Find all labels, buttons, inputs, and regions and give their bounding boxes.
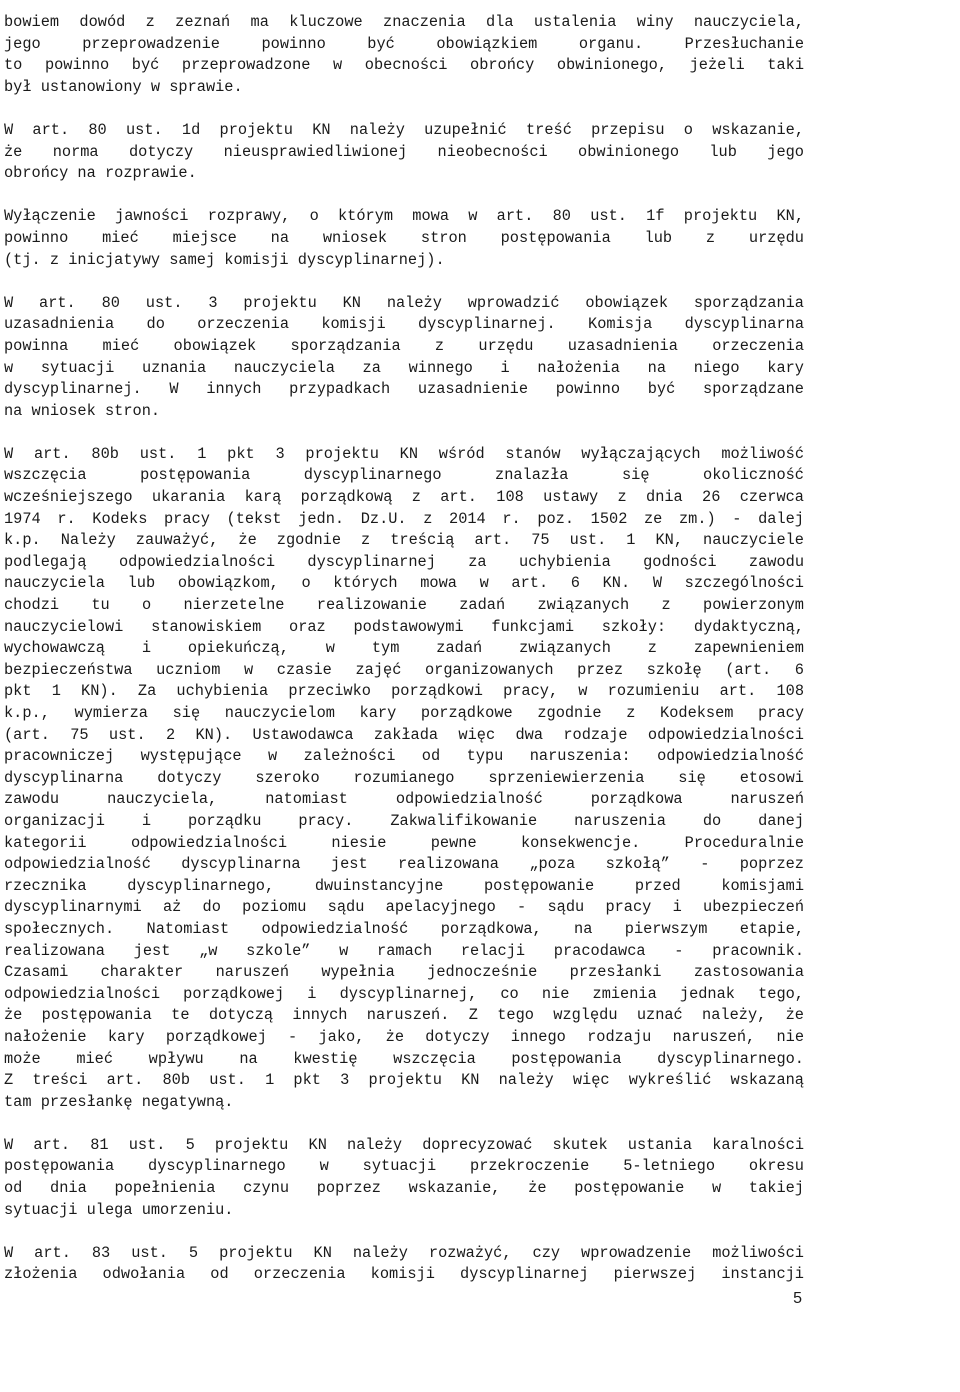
text-line: wcześniejszego ukarania karą porządkową z art. 108 ustawy z dnia 26 czerwca <box>4 488 804 507</box>
text-line: chodzi tu o nierzetelne realizowanie zadań związanych z powierzonym <box>4 596 804 615</box>
text-line: to powinno być przeprowadzone w obecności obrońcy obwinionego, jeżeli taki <box>4 56 804 75</box>
paragraph-7 <box>4 1243 804 1286</box>
text-line: wszczęcia postępowania dyscyplinarnego znalazła się okoliczność <box>4 466 804 485</box>
text-line: bezpieczeństwa uczniom w czasie zajęć organizowanych przez szkołę (art. 6 <box>4 660 804 679</box>
text-line: uzasadnienia do orzeczenia komisji dyscyplinarnej. Komisja dyscyplinarna <box>4 315 804 334</box>
text-line: był ustanowiony w sprawie. <box>4 77 243 96</box>
text-line: podlegają odpowiedzialności dyscyplinarnej za uchybienia godności zawodu <box>4 552 804 571</box>
paragraph-6 <box>4 1135 804 1221</box>
page-number: 5 <box>793 1290 802 1307</box>
text-line: pracowniczej występujące w zależności od typu naruszenia: odpowiedzialność <box>4 747 804 766</box>
text-line: od dnia popełnienia czynu poprzez wskazanie, że postępowanie w takiej <box>4 1179 804 1198</box>
paragraph-3 <box>4 206 804 271</box>
text-line: k.p. Należy zauważyć, że zgodnie z treścią art. 75 ust. 1 KN, nauczyciele <box>4 531 804 550</box>
text-line: wychowawczą i opiekuńczą, w tym zadań związanych z zapewnieniem <box>4 639 804 658</box>
paragraph-1 <box>4 12 804 98</box>
text-line: organizacji i porządku pracy. Zakwalifikowanie naruszenia do danej <box>4 811 804 830</box>
text-line: sytuacji ulega umorzeniu. <box>4 1200 234 1219</box>
text-line: na wniosek stron. <box>4 401 161 420</box>
text-line: nałożenie kary porządkowej - jako, że dotyczy innego rodzaju naruszeń, nie <box>4 1027 804 1046</box>
text-line: że norma dotyczy nieusprawiedliwionej nieobecności obwinionego lub jego <box>4 142 804 161</box>
text-line: kategorii odpowiedzialności niesie pewne konsekwencje. Proceduralnie <box>4 833 804 852</box>
paragraph-4 <box>4 293 804 423</box>
text-line: postępowania dyscyplinarnego w sytuacji przekroczenie 5-letniego okresu <box>4 1157 804 1176</box>
text-line: zawodu nauczyciela, natomiast odpowiedzialność porządkowa naruszeń <box>4 790 804 809</box>
text-line: (tj. z inicjatywy samej komisji dyscyplinarnej). <box>4 250 445 269</box>
text-line: dyscyplinarnymi aż do poziomu sądu apelacyjnego - sądu pracy i ubezpieczeń <box>4 898 804 917</box>
text-line: W art. 81 ust. 5 projektu KN należy doprecyzować skutek ustania karalności <box>4 1135 804 1154</box>
text-line: Czasami charakter naruszeń wypełnia jednocześnie przesłanki zastosowania <box>4 963 804 982</box>
paragraph-5 <box>4 444 804 1113</box>
text-line: rzecznika dyscyplinarnego, dwuinstancyjne postępowanie przed komisjami <box>4 876 804 895</box>
text-line: powinna mieć obowiązek sporządzania z urzędu uzasadnienia orzeczenia <box>4 336 804 355</box>
text-line: złożenia odwołania od orzeczenia komisji dyscyplinarnej pierwszej instancji <box>4 1265 804 1284</box>
text-line: W art. 80 ust. 1d projektu KN należy uzupełnić treść przepisu o wskazanie, <box>4 120 804 139</box>
text-line: Z treści art. 80b ust. 1 pkt 3 projektu KN należy więc wykreślić wskazaną <box>4 1071 804 1090</box>
text-line: pkt 1 KN). Za uchybienia przeciwko porządkowi pracy, w rozumieniu art. 108 <box>4 682 804 701</box>
text-line: 1974 r. Kodeks pracy (tekst jedn. Dz.U. z 2014 r. poz. 1502 ze zm.) - dalej <box>4 509 804 528</box>
text-line: bowiem dowód z zeznań ma kluczowe znaczenia dla ustalenia winy nauczyciela, <box>4 13 804 31</box>
text-line: obrońcy na rozprawie. <box>4 164 197 183</box>
text-line: W art. 80 ust. 3 projektu KN należy wprowadzić obowiązek sporządzania <box>4 293 804 312</box>
text-line: nauczyciela lub obowiązkom, o których mowa w art. 6 KN. W szczególności <box>4 574 804 593</box>
text-line: dyscyplinarnej. W innych przypadkach uzasadnienie powinno być sporządzane <box>4 380 804 399</box>
text-line: odpowiedzialności porządkowej i dyscyplinarnej, co nie zmienia jednak tego, <box>4 984 804 1003</box>
text-line: w sytuacji uznania nauczyciela za winnego i nałożenia na niego kary <box>4 358 804 377</box>
text-line: W art. 80b ust. 1 pkt 3 projektu KN wśród stanów wyłączających możliwość <box>4 444 804 463</box>
text-line: jego przeprowadzenie powinno być obowiązkiem organu. Przesłuchanie <box>4 34 804 53</box>
text-line: nauczycielowi stanowiskiem oraz podstawowymi funkcjami szkoły: dydaktyczną, <box>4 617 804 636</box>
text-line: tam przesłankę negatywną. <box>4 1092 234 1111</box>
text-line: odpowiedzialność dyscyplinarna jest realizowana „poza szkołą” - poprzez <box>4 855 804 874</box>
text-line: że postępowania te dotyczą innych naruszeń. Z tego względu uznać należy, że <box>4 1006 804 1025</box>
text-line: (art. 75 ust. 2 KN). Ustawodawca zakłada więc dwa rodzaje odpowiedzialności <box>4 725 804 744</box>
text-line: dyscyplinarna dotyczy szeroko rozumianego sprzeniewierzenia się etosowi <box>4 768 804 787</box>
document-page <box>4 12 804 1308</box>
text-line: W art. 83 ust. 5 projektu KN należy rozważyć, czy wprowadzenie możliwości <box>4 1243 804 1262</box>
text-line: k.p., wymierza się nauczycielom kary porządkowe zgodnie z Kodeksem pracy <box>4 704 804 722</box>
text-line: Wyłączenie jawności rozprawy, o którym mowa w art. 80 ust. 1f projektu KN, <box>4 207 804 226</box>
paragraph-2 <box>4 120 804 185</box>
text-line: może mieć wpływu na kwestię wszczęcia postępowania dyscyplinarnego. <box>4 1049 804 1068</box>
text-line: społecznych. Natomiast odpowiedzialność porządkowa, na pierwszym etapie, <box>4 919 804 938</box>
text-line: realizowana jest „w szkole” w ramach relacji pracodawca - pracownik. <box>4 941 804 960</box>
text-line: powinno mieć miejsce na wniosek stron postępowania lub z urzędu <box>4 228 804 247</box>
